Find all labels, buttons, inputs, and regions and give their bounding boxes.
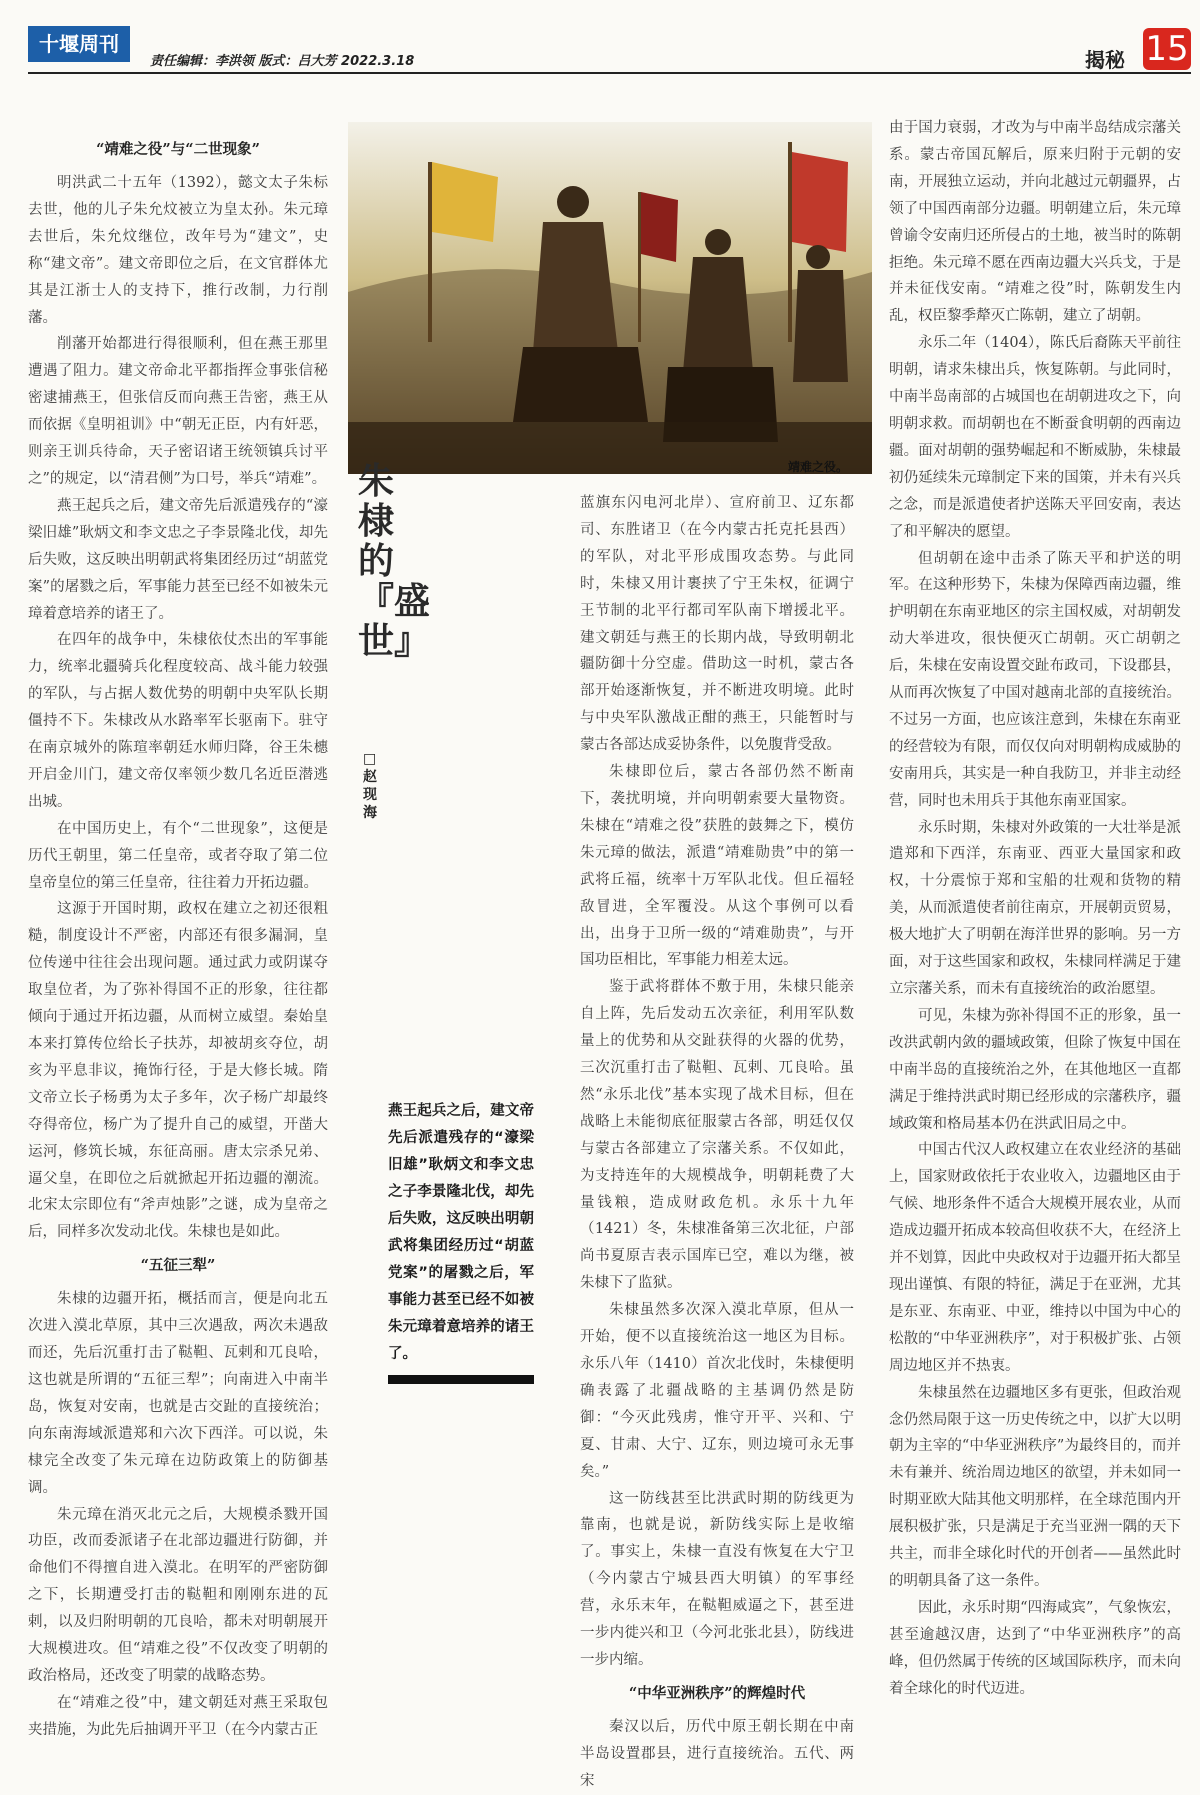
paragraph: 中国古代汉人政权建立在农业经济的基础上，国家财政依托于农业收入，边疆地区由于气候、地形条件不适合大规模开展农业，从而造成边疆开拓成本较高但收获不大，在经济上并不划算，因此中央政权对于边疆开拓大都呈现出谨慎、有限的特征，满足于在亚洲，尤其是东亚、东南亚、中亚，维持以中国为中心的松散的“中华亚洲秩序”，对于积极扩张、占领周边地区并不热衷。 [889, 1142, 1181, 1374]
paragraph: 朱棣虽然在边疆地区多有更张，但政治观念仍然局限于这一历史传统之中，以扩大以明朝为主宰的“中华亚洲秩序”为最终目的，而并未有兼并、统治周边地区的欲望，并未如同一时期亚欧大陆其他文明那样，在全球范围内开展积极扩张，只是满足于充当亚洲一隅的天下共主，而非全球化时代的开创者——虽然此时的明朝具备了这一条件。 [889, 1384, 1181, 1589]
section-heading: “五征三犁” [140, 1257, 216, 1275]
paragraph: 由于国力衰弱，才改为与中南半岛结成宗藩关系。蒙古帝国瓦解后，原来归附于元朝的安南，开展独立运动，并向北越过元朝疆界，占领了中国西南部分边疆。明朝建立后，朱元璋曾谕令安南归还所侵占的土地，被当时的陈朝拒绝。朱元璋不愿在西南边疆大兴兵戈，于是并未征伐安南。“靖难之役”时，陈朝发生内乱，权臣黎季犛灭亡陈朝，建立了胡朝。 [889, 120, 1181, 325]
paragraph: 燕王起兵之后，建文帝先后派遣残存的“濠梁旧雄”耿炳文和李文忠之子李景隆北伐，却先后失败，这反映出明朝武将集团经历过“胡蓝党案”的屠戮之后，军事能力甚至已经不如被朱元璋着意培养的诸王了。 [28, 497, 328, 622]
article-author: □赵现海 [363, 751, 377, 821]
section-label: 揭秘 [1085, 48, 1125, 72]
paragraph: 可见，朱棣为弥补得国不正的形象，虽一改洪武朝内敛的疆域政策，但除了恢复中国在中南半岛的直接统治之外，在其他地区一直都满足于维持洪武时期已经形成的宗藩秩序，疆域政策和格局基本仍在洪武旧局之中。 [889, 1007, 1181, 1132]
text-column-3 [889, 115, 1181, 1702]
paragraph: 永乐时期，朱棣对外政策的一大壮举是派遣郑和下西洋，东南亚、西亚大量国家和政权，十分震惊于郑和宝船的壮观和货物的精美，从而派遣使者前往南京，开展朝贡贸易，极大地扩大了明朝在海洋世界的影响。另一方面，对于这些国家和政权，朱棣同样满足于建立宗藩关系，而未有直接统治的政治愿望。 [889, 819, 1181, 997]
paragraph: 朱棣即位后，蒙古各部仍然不断南下，袭扰明境，并向明朝索要大量物资。朱棣在“靖难之役”获胜的鼓舞之下，模仿朱元璋的做法，派遣“靖难勋贵”中的第一武将丘福，统率十万军队北伐。但丘福轻敌冒进，全军覆没。从这个事例可以看出，出身于卫所一级的“靖难勋贵”，与开国功臣相比，军事能力相差太远。 [580, 764, 854, 969]
text-column-1 [28, 130, 328, 1744]
photo-caption: 靖难之役。 [788, 460, 849, 474]
article-title: 朱棣的『盛世』 [358, 461, 431, 662]
header-rule [28, 72, 1191, 74]
paragraph: 在中国历史上，有个“二世现象”，这便是历代王朝里，第二任皇帝，或者夺取了第二位皇帝皇位的第三任皇帝，往往着力开拓边疆。 [28, 820, 328, 891]
paragraph: 这源于开国时期，政权在建立之初还很粗糙，制度设计不严密，内部还有很多漏洞，皇位传递中往往会出现问题。通过武力或阴谋夺取皇位者，为了弥补得国不正的形象，往往都倾向于通过开拓边疆，从而树立威望。秦始皇本来打算传位给长子扶苏，却被胡亥夺位，胡亥为平息非议，掩饰行径，于是大修长城。隋文帝立长子杨勇为太子多年，次子杨广却最终夺得帝位，杨广为了提升自己的威望，开凿大运河，修筑长城，东征高丽。唐太宗杀兄弟、逼父皇，在即位之后就掀起开拓边疆的潮流。北宋太宗即位有“斧声烛影”之谜，成为皇帝之后，同样多次发动北伐。朱棣也是如此。 [28, 901, 328, 1241]
pull-quote-bar [388, 1375, 534, 1384]
battle-scene-illustration [348, 122, 872, 474]
paragraph: 秦汉以后，历代中原王朝长期在中南半岛设置郡县，进行直接统治。五代、两宋 [580, 1718, 854, 1789]
paragraph: 永乐二年（1404），陈氏后裔陈天平前往明朝，请求朱棣出兵，恢复陈朝。与此同时，中南半岛南部的占城国也在胡朝进攻之下，向明朝求救。而胡朝也在不断蚕食明朝的西南边疆。面对胡朝的强势崛起和不断威胁，朱棣最初仍延续朱元璋制定下来的国策，并未有兴兵之念，而是派遣使者护送陈天平回安南，表达了和平解决的愿望。 [889, 335, 1181, 540]
paragraph: 但胡朝在途中击杀了陈天平和护送的明军。在这种形势下，朱棣为保障西南边疆，维护明朝在东南亚地区的宗主国权威，对胡朝发动大举进攻，很快便灭亡胡朝。灭亡胡朝之后，朱棣在安南设置交趾布政司，下设郡县，从而再次恢复了中国对越南北部的直接统治。不过另一方面，也应该注意到，朱棣在东南亚的经营较为有限，而仅仅向对明朝构成威胁的安南用兵，其实是一种自我防卫，并非主动经营，同时也未用兵于其他东南亚国家。 [889, 550, 1181, 809]
article-photo [348, 122, 872, 474]
section-heading: “靖难之役”与“二世现象” [96, 141, 260, 158]
editor-info: 责任编辑：李洪领 版式：吕大芳 2022.3.18 [150, 54, 415, 69]
paragraph: 因此，永乐时期“四海咸宾”，气象恢宏，甚至逾越汉唐，达到了“中华亚洲秩序”的高峰，但仍然属于传统的区域国际秩序，而未向着全球化的时代迈进。 [889, 1599, 1181, 1697]
text-column-2 [580, 490, 854, 1795]
paragraph: 鉴于武将群体不敷于用，朱棣只能亲自上阵，先后发动五次亲征，利用军队数量上的优势和从交趾获得的火器的优势，三次沉重打击了鞑靼、瓦剌、兀良哈。虽然“永乐北伐”基本实现了战术目标，但在战略上未能彻底征服蒙古各部，明廷仅仅与蒙古各部建立了宗藩关系。不仅如此，为支持连年的大规模战争，明朝耗费了大量钱粮，造成财政危机。永乐十九年（1421）冬，朱棣准备第三次北征，户部尚书夏原吉表示国库已空，难以为继，被朱棣下了监狱。 [580, 979, 854, 1292]
masthead-logo: 十堰周刊 [28, 26, 130, 62]
paragraph: 在四年的战争中，朱棣依仗杰出的军事能力，统率北疆骑兵化程度较高、战斗能力较强的军队，与占据人数优势的明朝中央军队长期僵持不下。朱棣改从水路率军长驱南下。驻守在南京城外的陈瑄率朝廷水师归降，谷王朱橞开启金川门，建文帝仅率领少数几名近臣潜逃出城。 [28, 632, 328, 810]
paragraph: 明洪武二十五年（1392），懿文太子朱标去世，他的儿子朱允炆被立为皇太孙。朱元璋去世后，朱允炆继位，改年号为“建文”，史称“建文帝”。建文帝即位之后，在文官群体尤其是江浙士人的支持下，推行改制，力行削藩。 [28, 175, 328, 326]
pull-quote: 燕王起兵之后，建文帝先后派遣残存的“濠梁旧雄”耿炳文和李文忠之子李景隆北伐，却先后失败，这反映出明朝武将集团经历过“胡蓝党案”的屠戮之后，军事能力甚至已经不如被朱元璋着意培养的诸王了。 [388, 1103, 534, 1362]
paragraph: 削藩开始都进行得很顺利，但在燕王那里遭遇了阻力。建文帝命北平都指挥佥事张信秘密逮捕燕王，但张信反而向燕王告密，燕王从而依据《皇明祖训》中“朝无正臣，内有奸恶，则亲王训兵待命，天子密诏诸王统领镇兵讨平之”的规定，以“清君侧”为口号，举兵“靖难”。 [28, 336, 328, 487]
paragraph: 蓝旗东闪电河北岸）、宣府前卫、辽东都司、东胜诸卫（在今内蒙古托克托县西）的军队，对北平形成围攻态势。与此同时，朱棣又用计裹挟了宁王朱权，征调宁王节制的北平行都司军队南下增援北平。建文朝廷与燕王的长期内战，导致明朝北疆防御十分空虚。借助这一时机，蒙古各部开始逐渐恢复，并不断进攻明境。此时与中央军队激战正酣的燕王，只能暂时与蒙古各部达成妥协条件，以免腹背受敌。 [580, 495, 854, 754]
paragraph: 朱元璋在消灭北元之后，大规模杀戮开国功臣，改而委派诸子在北部边疆进行防御，并命他们不得擅自进入漠北。在明军的严密防御之下，长期遭受打击的鞑靼和刚刚东进的瓦剌，以及归附明朝的兀良哈，都未对明朝展开大规模进攻。但“靖难之役”不仅改变了明朝的政治格局，还改变了明蒙的战略态势。 [28, 1506, 328, 1684]
paragraph: 朱棣虽然多次深入漠北草原，但从一开始，便不以直接统治这一地区为目标。永乐八年（1410）首次北伐时，朱棣便明确表露了北疆战略的主基调仍然是防御：“今灭此残虏，惟守开平、兴和、宁夏、甘肃、大宁、辽东，则边境可永无事矣。” [580, 1302, 854, 1480]
page-number: 15 [1143, 28, 1191, 70]
section-heading: “中华亚洲秩序”的辉煌时代 [628, 1684, 806, 1702]
paragraph: 这一防线甚至比洪武时期的防线更为靠南，也就是说，新防线实际上是收缩了。事实上，朱棣一直没有恢复在大宁卫（今内蒙古宁城县西大明镇）的军事经营，永乐末年，在鞑靼威逼之下，甚至进一步内徙兴和卫（今河北张北县），防线进一步内缩。 [580, 1490, 854, 1668]
paragraph: 朱棣的边疆开拓，概括而言，便是向北五次进入漠北草原，其中三次遇敌，两次未遇敌而还，先后沉重打击了鞑靼、瓦剌和兀良哈，这也就是所谓的“五征三犁”；向南进入中南半岛，恢复对安南，也就是古交趾的直接统治；向东南海域派遣郑和六次下西洋。可以说，朱棣完全改变了朱元璋在边防政策上的防御基调。 [28, 1291, 328, 1496]
paragraph: 在“靖难之役”中，建文朝廷对燕王采取包夹措施，为此先后抽调开平卫（在今内蒙古正 [28, 1694, 328, 1738]
